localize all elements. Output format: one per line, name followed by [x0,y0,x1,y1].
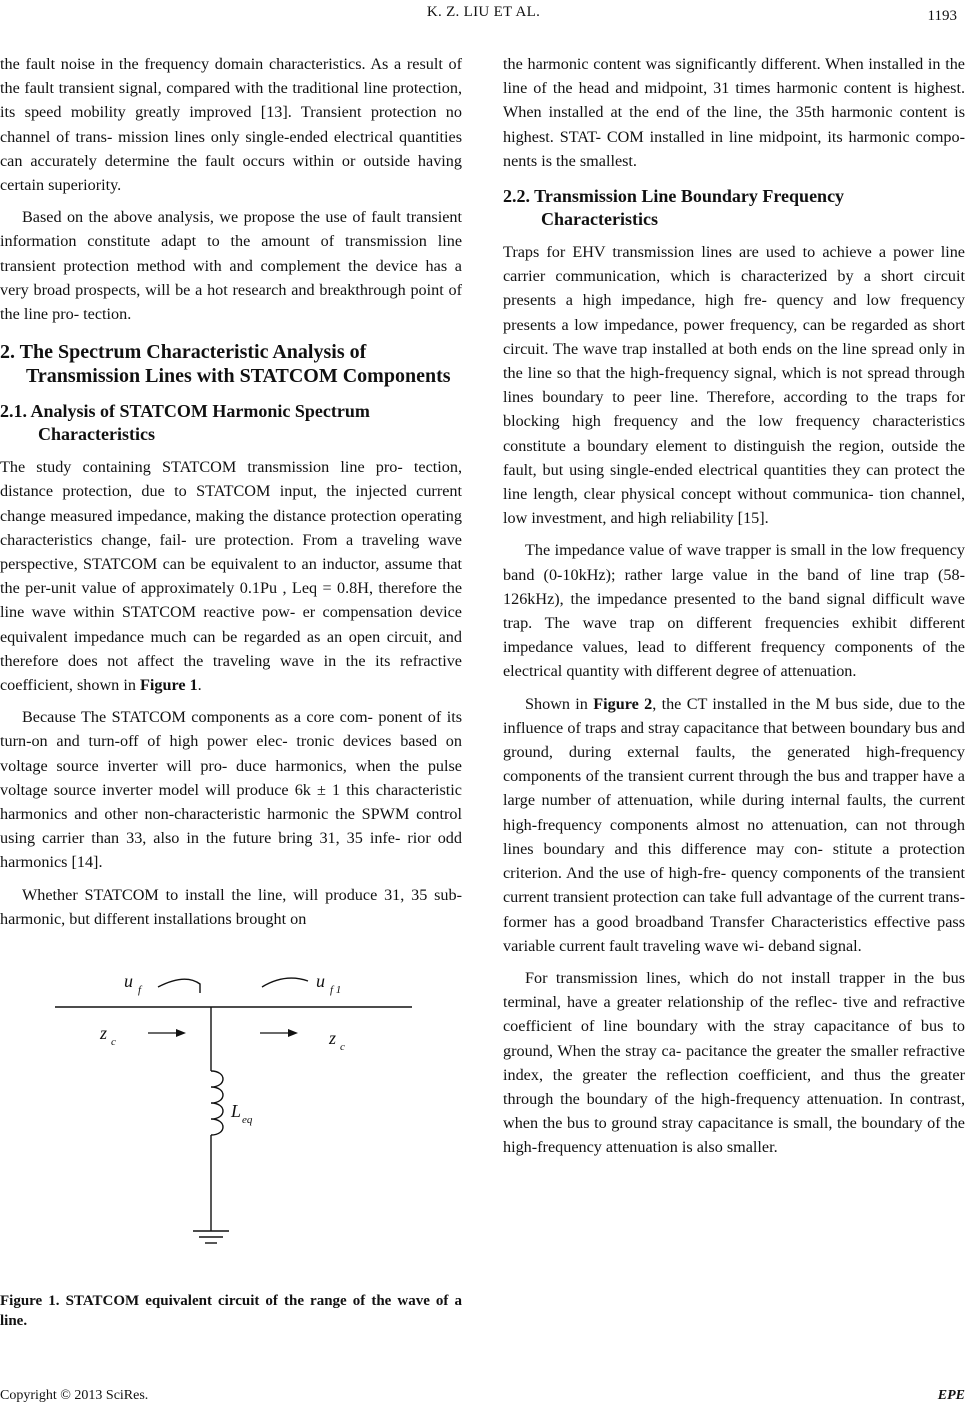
figure-reference: Figure 2 [593,694,653,713]
label-uf: u [124,971,133,992]
paragraph [0,455,462,697]
label-L: L [231,1101,242,1122]
wave-arrow-left [158,979,200,993]
paragraph: For transmission lines, which do not install trapper in the bus terminal, have a greater relationship of the reflec- tive and refractive coefficient of line boundary with the stray capacitance of bus to ground, When the stray ca- pacitance the greater the smaller refractive index, the greater the reflection coefficient, and thus the greater through the boundary of the high-frequency attenuation. In contrast, when the bus to ground stray capacitance is small, the boundary of the high-frequency attenuation is also smaller. [503,968,965,1157]
paragraph: The impedance value of wave trapper is small in the low frequency band (0-10kHz); rather large value in the band of line trap (58-126kHz), the impedance presented to the band signal difficult wave trap. The wave trap on different frequencies exhibit different impedance values, lead to different frequency components of the electrical quantity with different degree of attenuation. [503,541,965,681]
paragraph: the harmonic content was significantly different. When installed in the line of the head and midpoint, 31 times harmonic content is highest. When installed at the end of the line, the 35th harmonic content is highest. STAT- COM installed in line midpoint, its harmonic compo- nents is the smallest. [503,55,965,170]
running-title: K. Z. LIU ET AL. [426,4,541,20]
copyright: Copyright © 2013 SciRes. [0,1388,149,1403]
page-number: 1193 [927,8,957,24]
left-column [0,52,462,1331]
journal-name: EPE [937,1388,965,1403]
arrow-head-left [176,1029,186,1037]
paragraph-text: The study containing STATCOM transmission line pro- tection, distance protection, due to STATCOM input, the injected current change measured impedance, making the distance protection operating characteristics change, fail- ure protection. From a traveling wave perspective, STATCOM can be equivalent to an inductor, assume that the per-unit value of approximately 0.1Pu , Leq = 0.8H, therefore the line wave within STATCOM reactive pow- er compensation device equivalent impedance much can be regarded as an open circuit, and therefore does not affect the traveling wave in the its refractive coefficient, shown in [0,458,462,695]
paragraph-text: . [197,676,202,695]
paragraph: Traps for EHV transmission lines are used to achieve a power line carrier communication, which is characterized by a short circuit presents a high impedance, high fre- quency and low frequency presents a low impedance, power frequency, can be regarded as short circuit. The wave trap installed at both ends on the line spread only in the line so that the high-frequency signal, which is not spread through lines boundary to peer line. Therefore, according to the traps for blocking high frequency and the low frequency characteristics constitute a boundary element to distinguish the region, outside the fault, but using single-ended electrical quantities they can protect the line length, clear physical concept without communica- tion channel, low investment, and high reliability [15]. [503,243,965,528]
arrow-head-right [288,1029,298,1037]
paragraph [503,692,965,958]
subsection-heading: 2.2. Transmission Line Boundary Frequency Characteristics [503,186,845,230]
label-L-sub: eq [242,1114,253,1127]
label-zc-left-sub: c [111,1036,116,1049]
subsection-heading: 2.1. Analysis of STATCOM Harmonic Spectrum Characteristics [0,401,370,445]
label-uf1: u [316,971,325,992]
page-header [0,2,967,24]
label-uf-sub: f [138,984,142,997]
section-heading: 2. The Spectrum Characteristic Analysis of Transmission Lines with STATCOM Components [0,341,451,388]
paragraph-text: Shown in [525,694,594,713]
paragraph: the fault noise in the frequency domain characteristics. As a result of the fault transient signal, compared with the traditional line protection, its speed mobility greatly improved [13]. Transient protection no channel of trans- mission lines only single-ended electrical quantities can accurately determine the fault occurs within or outside having certain superiority. [0,55,462,195]
label-uf1-sub: f 1 [330,984,342,997]
label-zc-left: z [100,1023,108,1044]
right-column [503,52,965,1168]
label-zc-right-sub: c [340,1041,345,1054]
figure-caption: Figure 1. STATCOM equivalent circuit of the range of the wave of a line. [0,1293,462,1330]
inductor-coil [211,1071,223,1135]
paragraph-text: , the CT installed in the M bus side, due to the influence of traps and stray capacitance that between boundary bus and ground, during external faults, the generated high-frequency components of the transient current through the bus and trapper have a large number of attenuation, while during internal faults, the current high-frequency components almost no attenuation, can not through lines boundary and this difference may con- stitute a protection criterion. And the use of high-fre- quency components of the transient current transient protection can take full advantage of the current trans- former has a good broadband Transfer Characteristics effective pass variable current fault traveling wave wi- deband signal. [503,694,965,955]
paragraph: Based on the above analysis, we propose the use of fault transient information constitute adapt to the amount of transmission line transient protection method with and complement the device has a very broad prospects, will be a hot research and breakthrough point of the line pro- tection. [0,208,462,324]
label-zc-right: z [329,1028,337,1049]
wave-arrow-right [262,978,308,987]
circuit-diagram [0,941,462,1291]
figure-reference: Figure 1 [139,676,198,695]
paragraph: Whether STATCOM to install the line, will produce 31, 35 sub-harmonic, but different installations brought on [0,885,462,928]
figure-1 [0,941,462,1291]
paragraph: Because The STATCOM components as a core com- ponent of its turn-on and turn-off of high power elec- tronic devices based on voltage source inverter will pro- duce harmonics, when the pulse voltage source inverter model will produce 6k ± 1 this characteristic harmonics and other non-characteristic harmonic the SPWM control using carrier than 33, also in the future bring 31, 35 infe- rior odd harmonics [14]. [0,708,462,872]
